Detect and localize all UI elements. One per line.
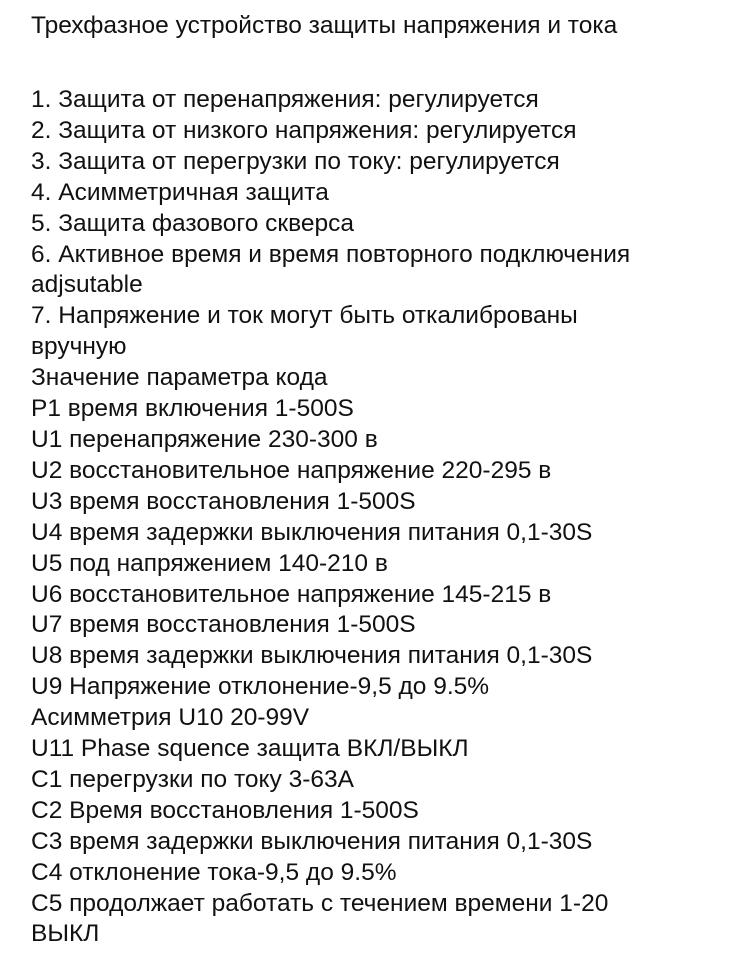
parameter-line-u7: U7 время восстановления 1-500S <box>31 611 416 639</box>
parameter-heading: Значение параметра кода <box>31 364 328 392</box>
parameter-line-u8: U8 время задержки выключения питания 0,1-30S <box>31 642 593 670</box>
feature-line-1: 1. Защита от перенапряжения: регулируется <box>31 86 539 113</box>
feature-line-5: 5. Защита фазового скверса <box>31 209 355 237</box>
parameter-line-u10: Асимметрия U10 20-99V <box>31 704 310 732</box>
feature-line-3: 3. Защита от перегрузки по току: регулируется <box>31 147 560 175</box>
blank-line <box>31 41 731 85</box>
parameter-line-u9: U9 Напряжение отклонение-9,5 до 9.5% <box>31 673 490 701</box>
feature-line-7-continued: вручную <box>31 333 127 361</box>
feature-line-6: 6. Активное время и время повторного подключения <box>31 240 631 268</box>
parameter-line-c1: C1 перегрузки по току 3-63A <box>31 765 354 793</box>
parameter-line-p1: P1 время включения 1-500S <box>31 395 354 423</box>
parameter-line-c4: C4 отклонение тока-9,5 до 9.5% <box>31 858 397 886</box>
document-title: Трехфазное устройство защиты напряжения и тока <box>31 12 618 39</box>
parameter-line-u2: U2 восстановительное напряжение 220-295 в <box>31 456 552 484</box>
document-body <box>31 10 731 950</box>
parameter-line-u4: U4 время задержки выключения питания 0,1-30S <box>31 518 593 546</box>
parameter-line-u3: U3 время восстановления 1-500S <box>31 487 416 515</box>
parameter-line-c2: C2 Время восстановления 1-500S <box>31 796 419 824</box>
parameter-line-c3: C3 время задержки выключения питания 0,1-30S <box>31 827 593 855</box>
spec-lines <box>31 85 731 950</box>
parameter-line-u11: U11 Phase squence защита ВКЛ/ВЫКЛ <box>31 735 469 763</box>
parameter-line-u1: U1 перенапряжение 230-300 в <box>31 425 378 453</box>
parameter-line-c5: C5 продолжает работать с течением времени 1-20 <box>31 889 609 917</box>
feature-line-2: 2. Защита от низкого напряжения: регулируется <box>31 116 577 144</box>
parameter-line-u6: U6 восстановительное напряжение 145-215 в <box>31 580 552 608</box>
feature-line-7: 7. Напряжение и ток могут быть откалиброваны <box>31 302 578 330</box>
feature-line-6-continued: adjsutable <box>31 271 143 299</box>
parameter-line-u5: U5 под напряжением 140-210 в <box>31 549 388 577</box>
feature-line-4: 4. Асимметричная защита <box>31 178 329 206</box>
parameter-line-c5-continued: ВЫКЛ <box>31 920 100 948</box>
